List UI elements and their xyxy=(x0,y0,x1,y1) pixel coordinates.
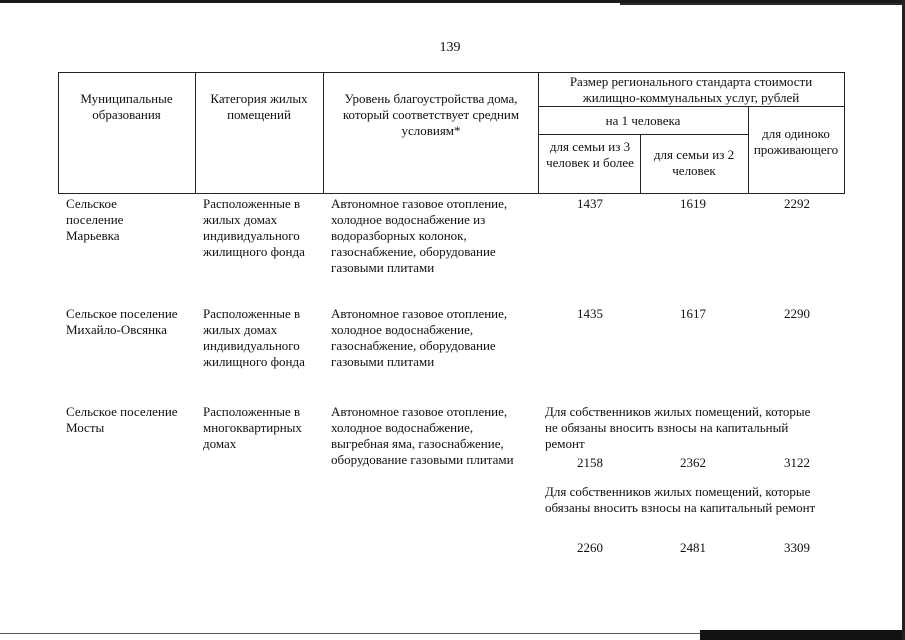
row-level: Автономное газовое отопление, холодное водоснабжение, газоснабжение, оборудование газовыми плитами xyxy=(331,306,508,369)
header-municipality: Муниципальные образования xyxy=(80,91,173,122)
row-category: Расположенные в жилых домах индивидуального жилищного фонда xyxy=(203,196,305,259)
row-category: Расположенные в многоквартирных домах xyxy=(203,404,302,451)
header-family2: для семьи из 2 человек xyxy=(653,147,735,178)
header-single: для одиноко проживающего xyxy=(753,126,839,157)
value-family2: 2362 xyxy=(680,455,706,470)
value-single: 3122 xyxy=(784,455,810,470)
row-level: Автономное газовое отопление, холодное водоснабжение из водоразборных колонок, газоснабжение, оборудование газовыми плитами xyxy=(331,196,508,275)
note-obliged: Для собственников жилых помещений, которые обязаны вносить взносы на капитальный ремонт xyxy=(545,484,816,515)
value-family3: 2158 xyxy=(577,455,603,470)
value-single: 2292 xyxy=(784,196,810,211)
value-family2: 1617 xyxy=(680,306,706,321)
value-single: 3309 xyxy=(784,540,810,555)
scan-edge-top-right xyxy=(620,3,905,5)
row-category: Расположенные в жилых домах индивидуального жилищного фонда xyxy=(203,306,305,369)
row-municipality: Сельское поселение Михайло-Овсянка xyxy=(66,306,178,337)
scan-edge-bottom xyxy=(700,630,905,640)
header-level: Уровень благоустройства дома, который соответствует средним условиям* xyxy=(342,91,520,138)
header-category: Категория жилых помещений xyxy=(210,91,308,122)
value-family3: 1435 xyxy=(577,306,603,321)
header-per-person: на 1 человека xyxy=(605,113,681,128)
value-family3: 1437 xyxy=(577,196,603,211)
header-standard: Размер регионального стандарта стоимости жилищно-коммунальных услуг, рублей xyxy=(569,74,813,105)
header-family3: для семьи из 3 человек и более xyxy=(546,139,634,170)
value-single: 2290 xyxy=(784,306,810,321)
value-family2: 2481 xyxy=(680,540,706,555)
value-family2: 1619 xyxy=(680,196,706,211)
row-municipality: Сельское поселение Марьевка xyxy=(66,196,124,243)
value-family3: 2260 xyxy=(577,540,603,555)
row-municipality: Сельское поселение Мосты xyxy=(66,404,178,435)
note-not-obliged: Для собственников жилых помещений, которые не обязаны вносить взносы на капитальный ремонт xyxy=(545,404,811,451)
row-level: Автономное газовое отопление, холодное водоснабжение, выгребная яма, газоснабжение, оборудование газовыми плитами xyxy=(331,404,514,467)
page-number: 139 xyxy=(439,40,461,55)
